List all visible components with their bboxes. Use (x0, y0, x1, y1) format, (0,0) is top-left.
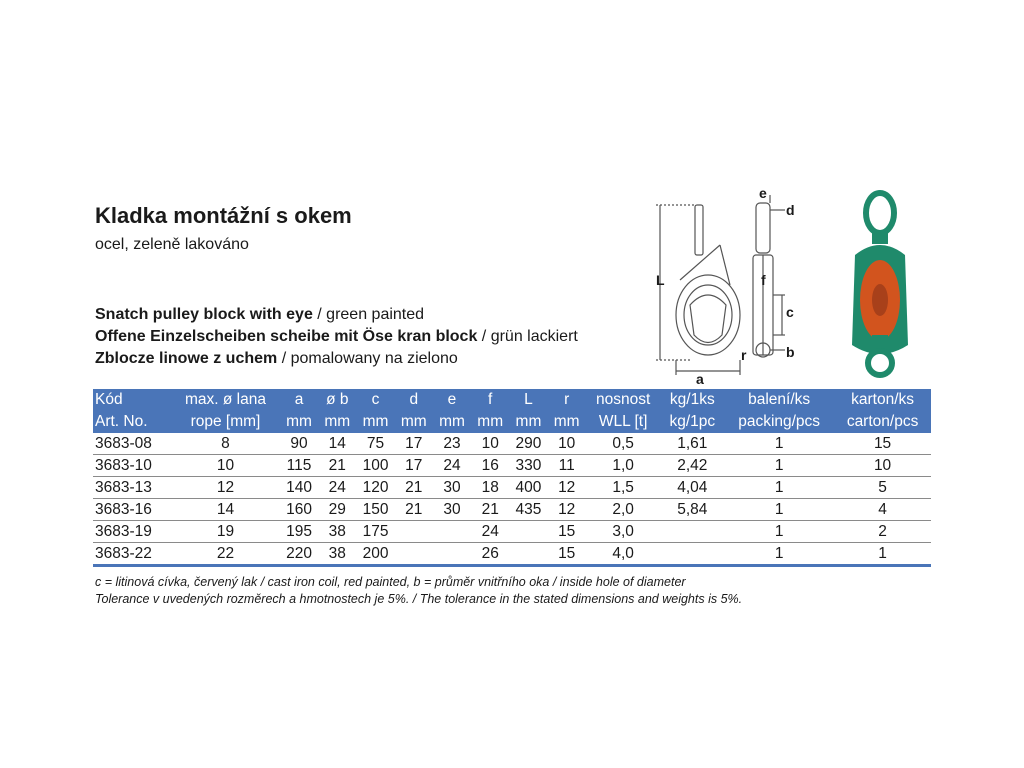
dim-label-e: e (759, 185, 767, 201)
product-title: Kladka montážní s okem (95, 203, 352, 228)
table-cell: 2,42 (660, 455, 724, 477)
column-header: mm (280, 411, 318, 433)
table-cell: 1,5 (586, 477, 661, 499)
table-cell: 3683-16 (93, 499, 171, 521)
table-cell: 10 (548, 433, 586, 455)
table-cell: 24 (433, 455, 471, 477)
column-header: nosnost (586, 389, 661, 411)
table-cell: 21 (395, 499, 433, 521)
table-cell: 3683-22 (93, 543, 171, 566)
table-cell: 10 (834, 455, 931, 477)
table-cell: 2,0 (586, 499, 661, 521)
table-row (93, 433, 931, 455)
table-cell: 15 (548, 521, 586, 543)
table-cell: 2 (834, 521, 931, 543)
table-cell: 75 (356, 433, 394, 455)
table-cell: 1 (724, 543, 834, 566)
table-cell (395, 543, 433, 566)
column-header: mm (318, 411, 356, 433)
table-cell: 1 (724, 455, 834, 477)
table-cell: 5,84 (660, 499, 724, 521)
column-header: karton/ks (834, 389, 931, 411)
table-cell: 220 (280, 543, 318, 566)
table-cell: 26 (471, 543, 509, 566)
table-cell: 3683-08 (93, 433, 171, 455)
header-row-units (93, 411, 931, 433)
column-header: rope [mm] (171, 411, 280, 433)
table-cell: 4 (834, 499, 931, 521)
table-cell: 5 (834, 477, 931, 499)
table-cell (660, 521, 724, 543)
column-header: max. ø lana (171, 389, 280, 411)
table-cell (395, 521, 433, 543)
table-cell: 120 (356, 477, 394, 499)
header-row-labels (93, 389, 931, 411)
table-cell: 21 (318, 455, 356, 477)
table-cell: 115 (280, 455, 318, 477)
table-cell: 4,0 (586, 543, 661, 566)
column-header: kg/1pc (660, 411, 724, 433)
table-cell: 14 (171, 499, 280, 521)
footnotes (95, 574, 742, 608)
table-body (93, 433, 931, 566)
table-cell: 90 (280, 433, 318, 455)
column-header: carton/pcs (834, 411, 931, 433)
column-header: kg/1ks (660, 389, 724, 411)
dim-label-a: a (696, 371, 704, 385)
table-cell: 29 (318, 499, 356, 521)
product-subtitle: ocel, zeleně lakováno (95, 236, 249, 253)
table-cell: 30 (433, 477, 471, 499)
table-cell: 17 (395, 433, 433, 455)
table-cell: 18 (471, 477, 509, 499)
column-header: mm (471, 411, 509, 433)
column-header: packing/pcs (724, 411, 834, 433)
column-header: WLL [t] (586, 411, 661, 433)
table-cell: 24 (471, 521, 509, 543)
dim-label-c: c (786, 304, 794, 320)
column-header: mm (356, 411, 394, 433)
column-header: mm (433, 411, 471, 433)
description-line-en: Snatch pulley block with eye / green painted (95, 306, 425, 323)
dim-label-L: L (656, 272, 665, 288)
footnote-tolerance: Tolerance v uvedených rozměrech a hmotnostech je 5%. / The tolerance in the stated dimensions and weights is 5%. (95, 592, 743, 606)
table-row (93, 499, 931, 521)
column-header: f (471, 389, 509, 411)
table-cell: 1 (834, 543, 931, 566)
table-cell (433, 521, 471, 543)
table-cell: 15 (548, 543, 586, 566)
table-cell: 30 (433, 499, 471, 521)
table-cell: 1 (724, 477, 834, 499)
table-cell: 1,0 (586, 455, 661, 477)
table-cell: 1 (724, 521, 834, 543)
table-cell: 175 (356, 521, 394, 543)
table-cell (433, 543, 471, 566)
table-cell: 3683-13 (93, 477, 171, 499)
dim-label-r: r (741, 347, 747, 363)
table-cell: 10 (171, 455, 280, 477)
side-view-drawing (753, 195, 785, 357)
specification-table (93, 389, 931, 567)
dim-label-b: b (786, 344, 795, 360)
table-cell: 23 (433, 433, 471, 455)
column-header: L (509, 389, 547, 411)
table-cell: 12 (171, 477, 280, 499)
table-cell: 12 (548, 499, 586, 521)
product-figures (650, 185, 935, 385)
column-header: a (280, 389, 318, 411)
table-cell: 1 (724, 433, 834, 455)
column-header: e (433, 389, 471, 411)
column-header: mm (395, 411, 433, 433)
table-cell: 435 (509, 499, 547, 521)
column-header: mm (509, 411, 547, 433)
table-cell: 400 (509, 477, 547, 499)
table-cell (509, 521, 547, 543)
column-header: mm (548, 411, 586, 433)
table-cell: 24 (318, 477, 356, 499)
column-header: d (395, 389, 433, 411)
table-cell: 21 (471, 499, 509, 521)
front-view-drawing (656, 205, 740, 375)
product-descriptions (95, 304, 578, 370)
table-cell: 11 (548, 455, 586, 477)
table-cell: 160 (280, 499, 318, 521)
table-cell (660, 543, 724, 566)
table-cell: 290 (509, 433, 547, 455)
table-cell: 200 (356, 543, 394, 566)
footnote-coil: c = litinová cívka, červený lak / cast iron coil, red painted, b = průměr vnitřního oka / inside hole of diameter (95, 575, 686, 589)
table-row (93, 477, 931, 499)
table-cell: 19 (171, 521, 280, 543)
dim-label-f: f (761, 272, 766, 288)
table-cell: 0,5 (586, 433, 661, 455)
column-header: Kód (93, 389, 171, 411)
table-cell: 38 (318, 521, 356, 543)
table-cell: 14 (318, 433, 356, 455)
table-cell: 3,0 (586, 521, 661, 543)
table-cell: 150 (356, 499, 394, 521)
table-cell: 10 (471, 433, 509, 455)
table-cell: 12 (548, 477, 586, 499)
table-cell: 4,04 (660, 477, 724, 499)
table-cell: 1 (724, 499, 834, 521)
description-line-pl: Zblocze linowe z uchem / pomalowany na zielono (95, 350, 458, 367)
table-cell: 21 (395, 477, 433, 499)
table-cell: 15 (834, 433, 931, 455)
dim-label-d: d (786, 202, 795, 218)
table-row (93, 521, 931, 543)
table-cell: 3683-19 (93, 521, 171, 543)
description-line-de: Offene Einzelscheiben scheibe mit Öse kran block / grün lackiert (95, 328, 578, 345)
table-cell: 140 (280, 477, 318, 499)
column-header: c (356, 389, 394, 411)
table-cell: 1,61 (660, 433, 724, 455)
column-header: ø b (318, 389, 356, 411)
table-cell: 100 (356, 455, 394, 477)
table-row (93, 455, 931, 477)
table-cell (509, 543, 547, 566)
table-cell: 8 (171, 433, 280, 455)
table-row (93, 543, 931, 566)
table-cell: 16 (471, 455, 509, 477)
column-header: r (548, 389, 586, 411)
column-header: balení/ks (724, 389, 834, 411)
column-header: Art. No. (93, 411, 171, 433)
table-cell: 17 (395, 455, 433, 477)
table-cell: 195 (280, 521, 318, 543)
product-photo (852, 193, 908, 375)
table-cell: 22 (171, 543, 280, 566)
table-cell: 38 (318, 543, 356, 566)
table-cell: 3683-10 (93, 455, 171, 477)
table-cell: 330 (509, 455, 547, 477)
